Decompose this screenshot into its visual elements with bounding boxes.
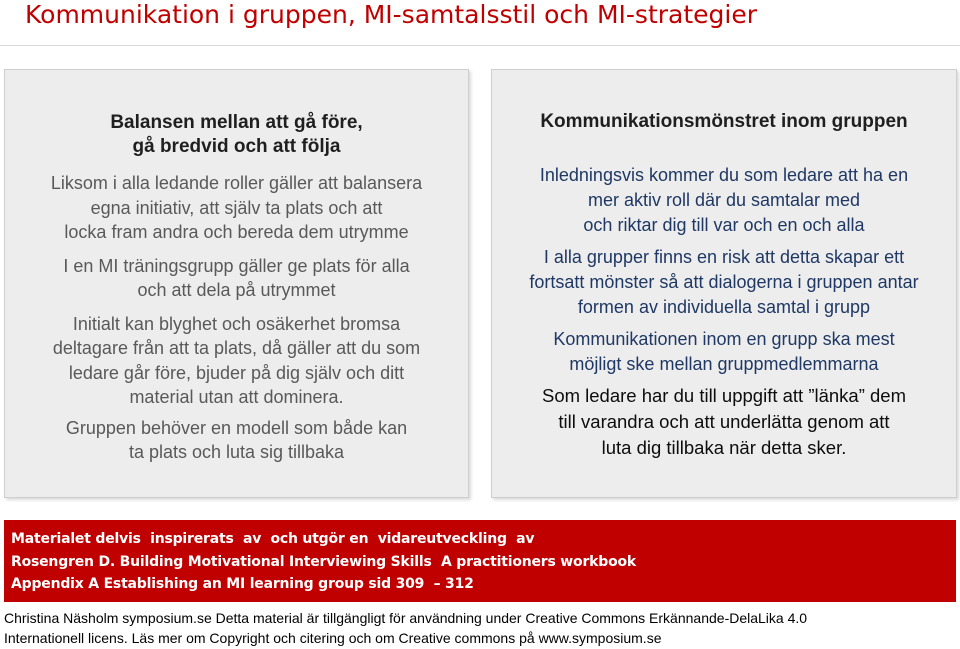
left-p1-line-1: Liksom i alla ledande roller gäller att balansera <box>50 173 423 193</box>
left-p1-line-2: egna initiativ, att själv ta plats och att <box>90 197 383 218</box>
right-p3-line-1: Kommunikationen inom en grupp ska mest <box>553 329 895 349</box>
right-p2-line-1: I alla grupper finns en risk att detta skapar ett <box>543 247 905 267</box>
right-p4-line-3: luta dig tillbaka när detta sker. <box>601 437 847 458</box>
title-divider <box>0 45 960 46</box>
banner-line-1: Materialet delvis inspirerats av och utgör en vidareutveckling av <box>11 531 535 547</box>
left-p2-line-2: och att dela på utrymmet <box>137 280 336 300</box>
left-p1-line-3: locka fram andra och bereda dem utrymme <box>64 222 409 242</box>
right-p1-line-1: Inledningsvis kommer du som ledare att ha en <box>539 165 909 185</box>
source-banner <box>4 520 956 602</box>
right-p1-line-2: mer aktiv roll där du samtalar med <box>587 190 861 210</box>
right-p4-line-1: Som ledare har du till uppgift att ”länka” dem <box>541 385 907 406</box>
left-p4-line-1: Gruppen behöver en modell som både kan <box>65 417 408 438</box>
right-p2-line-2: fortsatt mönster så att dialogerna i gruppen antar <box>529 272 919 292</box>
footer-line-1: Christina Näsholm symposium.se Detta material är tillgängligt för användning under Creative Commons Erkännande-DelaLika 4.0 <box>4 610 808 626</box>
footer-line-2: Internationell licens. Läs mer om Copyright och citering och om Creative commons på www.symposium.se <box>4 630 662 646</box>
left-panel <box>4 69 469 498</box>
license-footer <box>4 608 960 648</box>
right-panel <box>491 69 957 498</box>
left-heading-line-2: gå bredvid och att följa <box>132 136 341 157</box>
right-p1-line-3: och riktar dig till var och en och alla <box>583 215 865 235</box>
right-p3-line-2: möjligt ske mellan gruppmedlemmarna <box>569 354 879 374</box>
right-heading: Kommunikationsmönstret inom gruppen <box>540 111 908 132</box>
left-p3-line-1: Initialt kan blyghet och osäkerhet bromsa <box>72 313 401 334</box>
left-heading-line-1: Balansen mellan att gå före, <box>110 112 363 133</box>
banner-line-2: Rosengren D. Building Motivational Interviewing Skills A practitioners workbook <box>11 553 637 570</box>
page-title: Kommunikation i gruppen, MI-samtalsstil och MI-strategier <box>25 0 758 29</box>
left-p3-line-3: ledare går före, bjuder på dig själv och ditt <box>68 362 405 383</box>
left-p3-line-2: deltagare från att ta plats, då gäller att du som <box>52 338 421 358</box>
right-p4-line-2: till varandra och att underlätta genom att <box>558 411 890 432</box>
right-p2-line-3: formen av individuella samtal i grupp <box>577 297 871 317</box>
left-p3-line-4: material utan att dominera. <box>129 387 344 407</box>
left-p4-line-2: ta plats och luta sig tillbaka <box>128 442 345 462</box>
left-p2-line-1: I en MI träningsgrupp gäller ge plats för alla <box>63 255 410 276</box>
banner-line-3: Appendix A Establishing an MI learning group sid 309 – 312 <box>11 576 474 592</box>
